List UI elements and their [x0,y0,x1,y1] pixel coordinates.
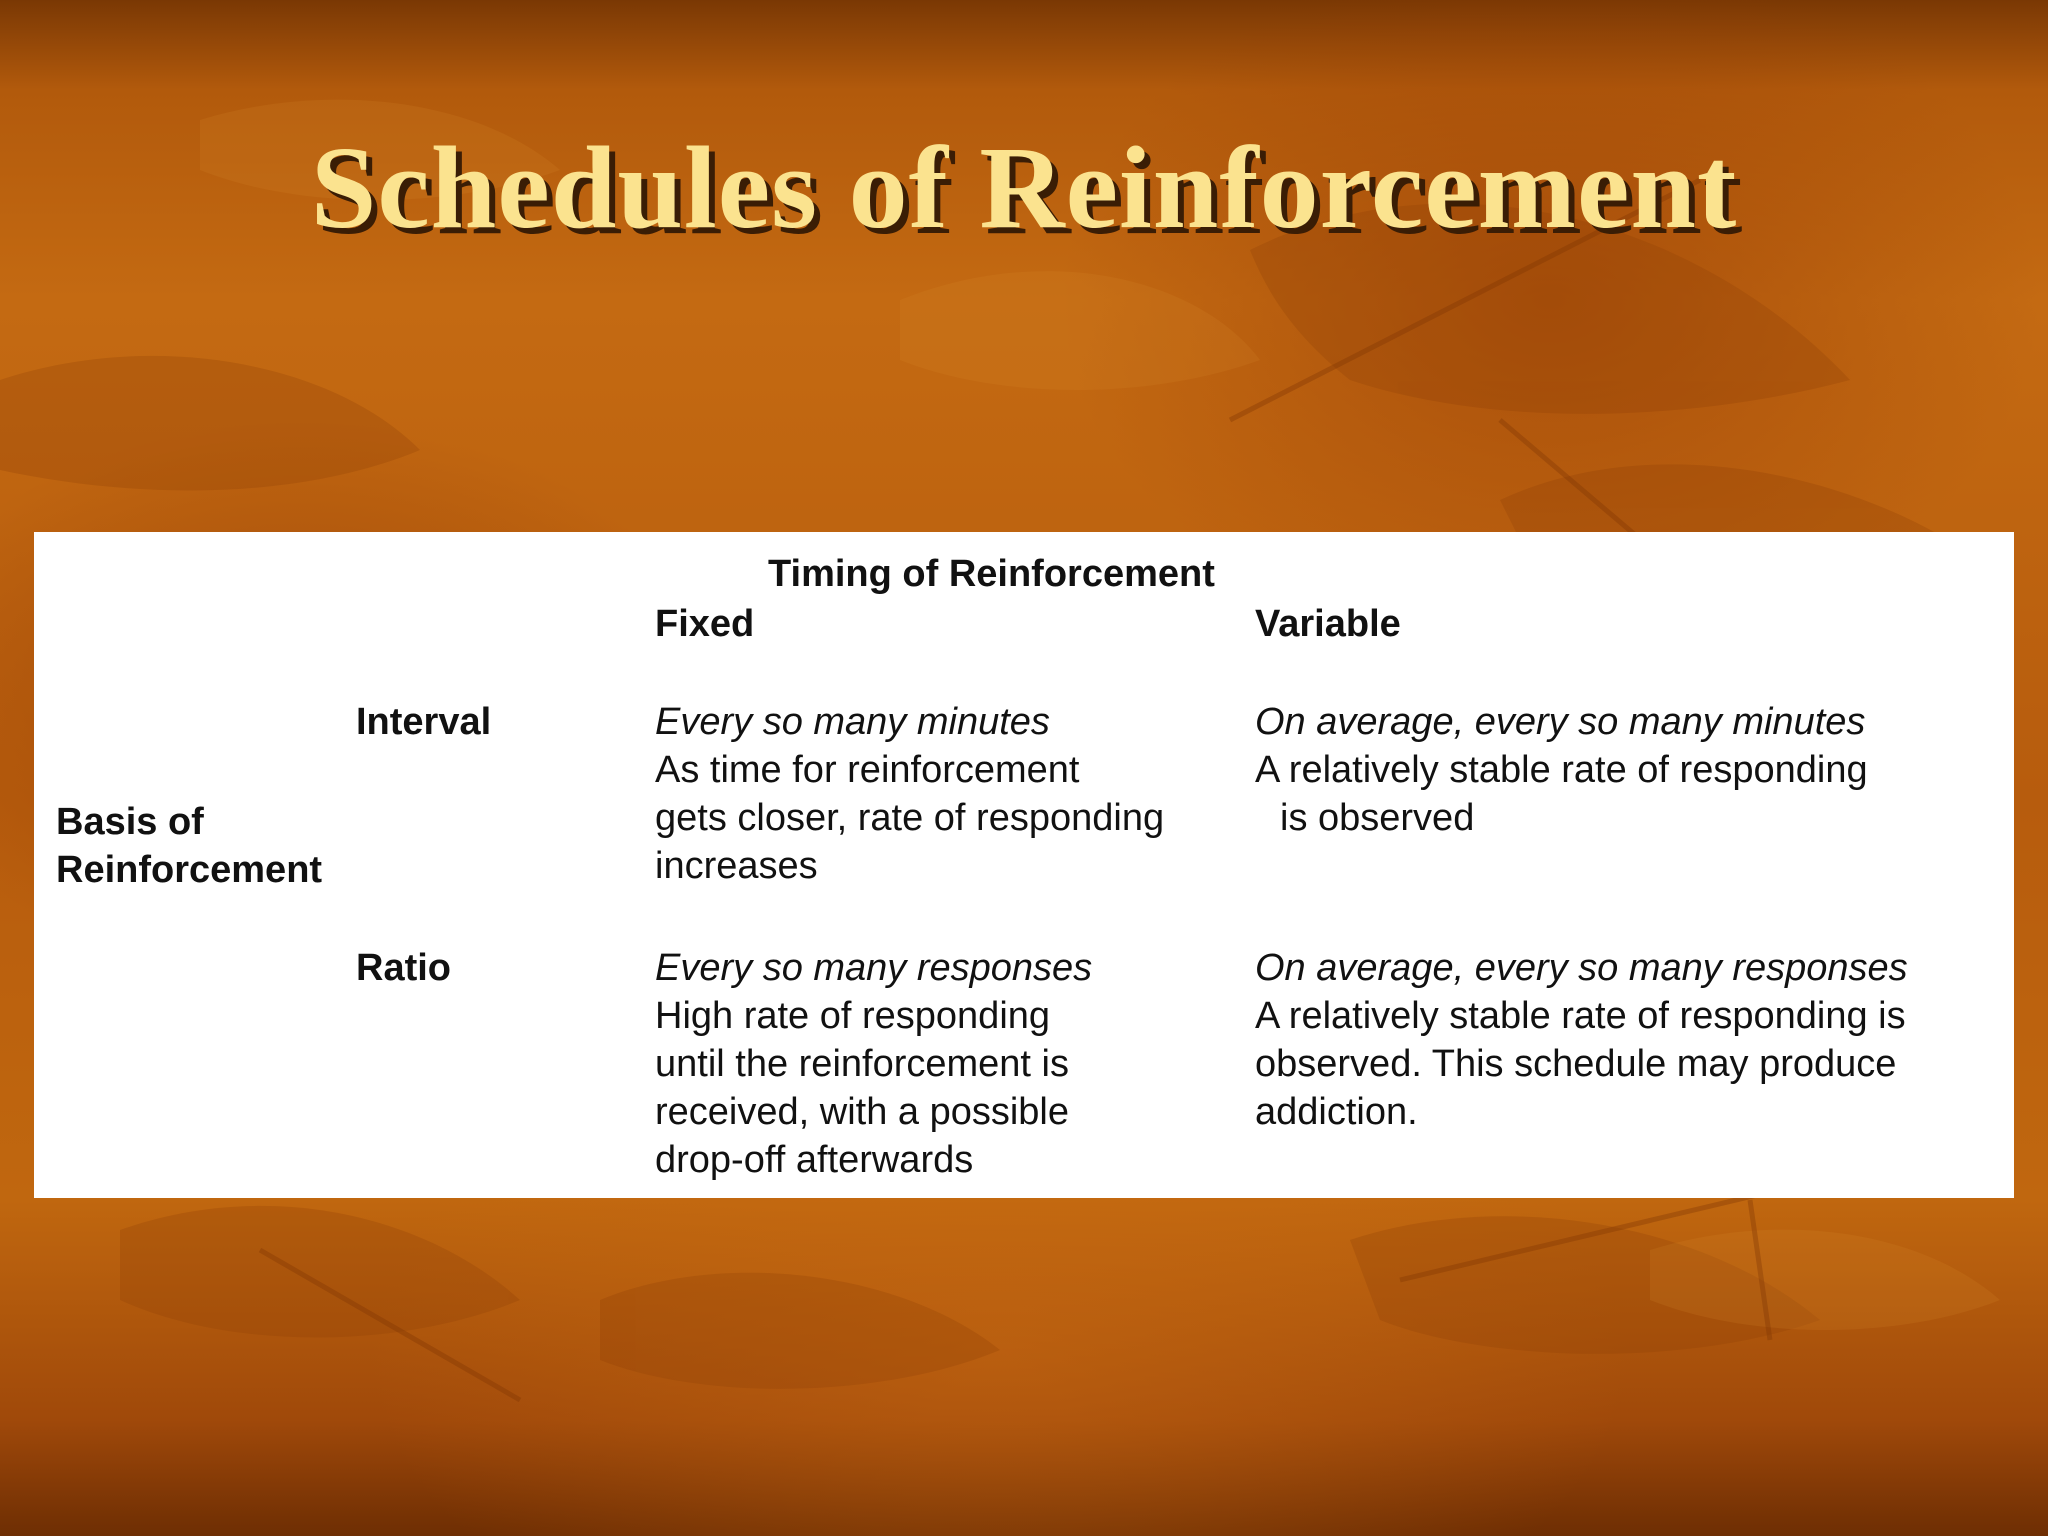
reinforcement-schedule-table [34,532,2014,1198]
slide-title: Schedules of Reinforcement [310,122,1738,253]
interval-variable-summary: On average, every so many minutes [1255,701,1866,743]
interval-fixed-summary: Every so many minutes [655,701,1050,743]
basis-label-line-2: Reinforcement [56,849,323,891]
ratio-fixed-summary: Every so many responses [655,947,1093,989]
interval-variable-description-line: is observed [1280,797,1475,839]
ratio-variable-summary: On average, every so many responses [1255,947,1908,989]
interval-variable-cell [1255,698,1868,842]
row-label-interval: Interval [356,701,492,743]
row-label-ratio: Ratio [356,947,451,989]
interval-variable-description-line: A relatively stable rate of responding [1255,749,1868,791]
column-header-fixed: Fixed [655,603,755,645]
ratio-fixed-cell [655,944,1092,1184]
column-header-variable: Variable [1255,603,1401,645]
ratio-variable-description-line: observed. This schedule may produce [1255,1043,1897,1085]
ratio-variable-cell [1255,944,1908,1136]
basis-label [56,798,322,894]
timing-header: Timing of Reinforcement [768,553,1215,595]
basis-label-line-1: Basis of [56,801,204,843]
interval-fixed-cell [655,698,1164,890]
ratio-fixed-description-line: received, with a possible [655,1091,1069,1133]
interval-fixed-description-line: increases [655,845,818,887]
ratio-fixed-description-line: drop-off afterwards [655,1139,974,1181]
interval-fixed-description-line: gets closer, rate of responding [655,797,1165,839]
ratio-variable-description-line: A relatively stable rate of responding is [1255,995,1906,1037]
ratio-fixed-description-line: High rate of responding [655,995,1051,1037]
ratio-fixed-description-line: until the reinforcement is [655,1043,1069,1085]
ratio-variable-description-line: addiction. [1255,1091,1418,1133]
interval-fixed-description-line: As time for reinforcement [655,749,1080,791]
